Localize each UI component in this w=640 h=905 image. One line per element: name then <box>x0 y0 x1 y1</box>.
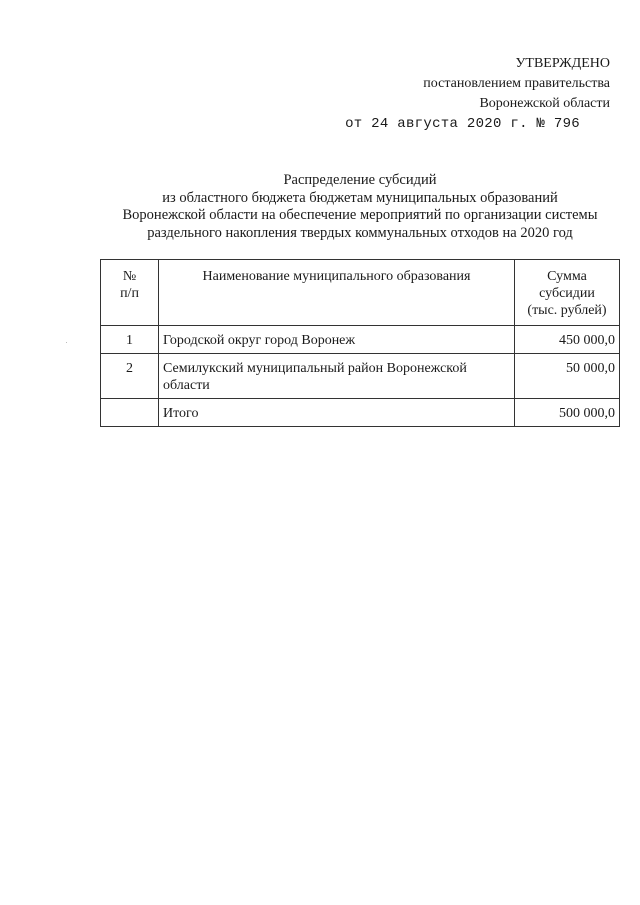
table-total-row <box>101 399 620 427</box>
title-line-4: раздельного накопления твердых коммунальных отходов на 2020 год <box>147 224 573 241</box>
total-sum: 500 000,0 <box>515 399 620 427</box>
row-municipality: Семилукский муниципальный район Воронежской области <box>159 354 515 399</box>
table-row <box>101 326 620 354</box>
row-municipality: Городской округ город Воронеж <box>159 326 515 354</box>
table-row <box>101 354 620 399</box>
subsidy-table <box>100 259 620 427</box>
total-number-cell <box>101 399 159 427</box>
row-sum: 50 000,0 <box>515 354 620 399</box>
header-number-symbol: № <box>122 269 137 284</box>
approval-block <box>345 54 610 134</box>
row-number: 1 <box>101 326 159 354</box>
header-sum <box>515 260 620 326</box>
title-line-1: Распределение субсидий <box>283 172 437 188</box>
approval-date-number: от 24 августа 2020 г. № 796 <box>345 116 580 132</box>
header-sum-line-3: (тыс. рублей) <box>527 303 607 318</box>
row-number: 2 <box>101 354 159 399</box>
header-number-abbr: п/п <box>120 286 139 301</box>
document-title <box>100 172 620 242</box>
header-municipality: Наименование муниципального образования <box>159 260 515 326</box>
scan-speck <box>66 342 67 343</box>
header-sum-line-2: субсидии <box>539 286 595 301</box>
header-sum-line-1: Сумма <box>547 269 587 284</box>
approval-region: Воронежской области <box>479 96 610 111</box>
approval-heading: УТВЕРЖДЕНО <box>515 56 610 71</box>
row-sum: 450 000,0 <box>515 326 620 354</box>
header-number <box>101 260 159 326</box>
total-label: Итого <box>159 399 515 427</box>
table-header-row <box>101 260 620 326</box>
title-line-2: из областного бюджета бюджетам муниципальных образований <box>162 189 558 206</box>
title-line-3: Воронежской области на обеспечение мероприятий по организации системы <box>122 207 598 223</box>
approval-decree: постановлением правительства <box>423 76 610 91</box>
